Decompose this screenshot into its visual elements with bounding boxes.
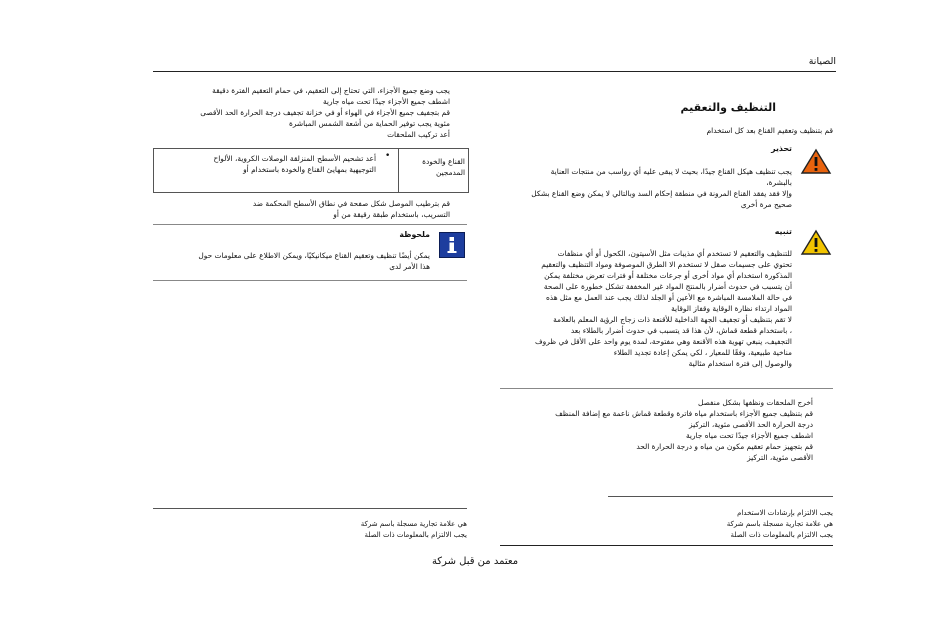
footnote: يجب الالتزام بالمعلومات ذات الصلة [730, 531, 833, 539]
note-rule-bottom [153, 280, 467, 281]
caution-line: لا تقم بتنظيف أو تجفيف الجهة الداخلية للأقنعة ذات زجاج الرؤية المعلم بالعلامة [553, 315, 792, 324]
footnotes-left [240, 519, 467, 541]
table-content-line: التوجيهية بمهايئ القناع والخودة باستخدام أو [243, 165, 376, 174]
accessory-table [153, 148, 469, 193]
caution-heading: تنبيه [774, 227, 792, 236]
caution-line: للتنظيف والتعقيم لا تستخدم أي مذيبات مثل الأسيتون، الكحول أو أي منظفات [557, 249, 792, 258]
table-divider [398, 149, 399, 192]
table-label-line: القناع والخودة [422, 157, 465, 166]
step-line: الأقصى مئوية، التركيز [747, 453, 813, 462]
warning-heading: تحذير [771, 144, 792, 153]
footnote: يجب الالتزام بالمعلومات ذات الصلة [364, 531, 467, 539]
text-line: التسريب، باستخدام طبقة رقيقة من أو [333, 210, 450, 219]
step-line: أخرج الملحقات ونظفها بشكل منفصل [698, 398, 813, 407]
left-steps [153, 85, 450, 140]
footnote-rule-right [608, 496, 833, 497]
table-content-line: أعد تشحيم الأسطح المنزلقة الوصلات الكروية، الألواح [213, 154, 376, 163]
caution-line: ، باستخدام قطعة قماش، لأن هذا قد يتسبب في حدوث أضرار بالطلاء بعد [570, 326, 792, 335]
footnotes-right [560, 508, 833, 541]
footer-text: معتمد من قبل شركة [431, 556, 519, 567]
caution-line: المذكورة استخدام أي مواد أخرى أو جرعات مختلفة أو فترات تعرض مختلفة يمكن [544, 271, 792, 280]
note-heading: ملحوظة [399, 230, 430, 239]
table-content [156, 153, 376, 175]
step-line: قم بتنظيف جميع الأجزاء باستخدام مياه فاترة وقطعة قماش ناعمة مع إضافة المنظف [555, 409, 813, 418]
step-line: قم بتجفيف جميع الأجزاء في الهواء أو في خزانة تجفيف درجة الحرارة الحد الأقصى [200, 108, 450, 117]
caution-line: أن يتسبب في حدوث أضرار بالمنتج المواد غير المخففة تشكل خطورة على الصحة [543, 282, 792, 291]
footnote: هي علامة تجارية مسجلة باسم شركة [726, 520, 833, 528]
warning-line: صحيح مرة أخرى [740, 200, 792, 209]
caution-line: التجفيف، ينبغي تهوية هذه الأقنعة وهي مفتوحة، لمدة يوم واحد على الأقل في ظروف [535, 337, 792, 346]
note-text [153, 250, 430, 272]
info-icon [439, 232, 465, 258]
caution-line: مناخية طبيعية، وفقًا للمعيار ، لكي يمكن إعادة تجديد الطلاء [613, 348, 792, 357]
caution-line: والوصول إلى فترة استخدام مثالية [688, 359, 792, 368]
footnote: يجب الالتزام بإرشادات الاستخدام [737, 509, 833, 517]
text-line: قم بترطيب الموصل شكل صفحة في نطاق الأسطح المحكمة ضد [252, 199, 450, 208]
note-line: هذا الأمر لدى [389, 262, 430, 271]
footnote: هي علامة تجارية مسجلة باسم شركة [360, 520, 467, 528]
section-header: الصيانة [808, 56, 836, 67]
table-label [401, 156, 465, 178]
note-rule-top [153, 224, 467, 225]
step-line: أعد تركيب الملحقات [387, 130, 450, 139]
step-line: يجب وضع جميع الأجزاء، التي تحتاج إلى التعقيم، في حمام التعقيم الفترة دقيقة [212, 86, 450, 95]
caution-triangle-icon [800, 229, 832, 256]
caution-line: المواد ارتداء نظارة الوقاية وقفاز الوقاية [671, 304, 792, 313]
intro-text: قم بتنظيف وتعقيم القناع بعد كل استخدام [706, 126, 833, 135]
caution-line: تحتوي على جسيمات صقل لا تستخدم الا الطرق الموصوفة ومواد التنظيف والتعقيم [541, 260, 792, 269]
note-line: يمكن أيضًا تنظيف وتعقيم القناع ميكانيكيًا، ويمكن الاطلاع على معلومات حول [198, 251, 430, 260]
caution-line: في حالة الملامسة المباشرة مع الأعين أو الجلد لذلك يجب عند العمل مع مثل هذه [545, 293, 792, 302]
warning-text [500, 166, 792, 210]
warning-line: وإلا فقد يفقد القناع المرونة في منطقة إحكام السد وبالتالي لا يمكن وضع القناع بشكل [531, 189, 792, 198]
cleaning-steps [500, 397, 813, 463]
footer-rule-right [500, 545, 833, 546]
warning-line: بالبشرة، [766, 178, 792, 187]
table-label-line: المدمجين [435, 168, 465, 177]
bullet: • [385, 151, 391, 161]
step-line: اشطف جميع الأجزاء جيدًا تحت مياه جارية [685, 431, 813, 440]
footnote-rule-left [153, 508, 467, 509]
lubrication-text [153, 198, 450, 220]
warning-line: يجب تنظيف هيكل القناع جيدًا، بحيث لا يبقى عليه أي رواسب من منتجات العناية [550, 167, 792, 176]
caution-text [500, 248, 792, 369]
step-line: مئوية يجب توفير الحماية من أشعة الشمس المباشرة [288, 119, 450, 128]
caution-rule [500, 388, 833, 389]
step-line: قم بتجهيز حمام تعقيم مكون من مياه و درجة الحرارة الحد [636, 442, 813, 451]
header-rule [153, 71, 836, 72]
step-line: درجة الحرارة الحد الأقصى مئوية، التركيز [689, 420, 813, 429]
warning-triangle-icon [800, 148, 832, 175]
step-line: اشطف جميع الأجزاء جيدًا تحت مياه جارية [322, 97, 450, 106]
section-title: التنظيف والتعقيم [680, 101, 776, 114]
